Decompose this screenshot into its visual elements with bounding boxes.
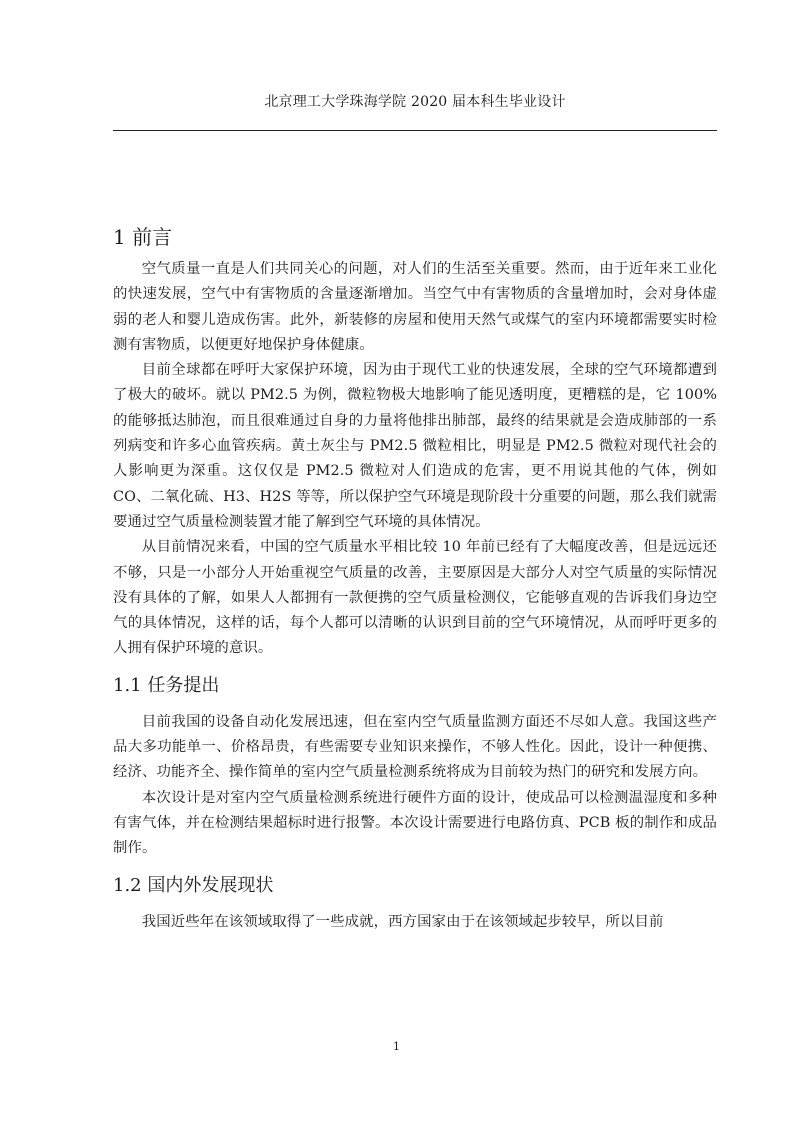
paragraph: 我国近些年在该领域取得了一些成就，西方国家由于在该领域起步较早，所以目前 [141, 913, 664, 930]
section-heading-status: 1.2 国内外发展现状 [113, 874, 274, 896]
page-number: 1 [393, 1040, 400, 1053]
paragraph: 空气质量一直是人们共同关心的问题，对人们的生活至关重要。然而，由于近年来工业化的快速发展，空气中有害物质的含量逐渐增加。当空气中有害物质的含量增加时，会对身体虚弱的老人和婴儿造成伤害。此外，新装修的房屋和使用天然气或煤气的室内环境都需要实时检测有害物质，以便更好地保护身体健康。 [113, 261, 717, 353]
paragraph: 目前我国的设备自动化发展迅速，但在室内空气质量监测方面还不尽如人意。我国这些产品大多功能单一、价格昂贵，有些需要专业知识来操作，不够人性化。因此，设计一种便携、经济、功能齐全、操作简单的室内空气质量检测系统将成为目前较为热门的研究和发展方向。 [113, 713, 717, 781]
paragraph: 目前全球都在呼吁大家保护环境，因为由于现代工业的快速发展，全球的空气环境都遭到了极大的破坏。就以 PM2.5 为例，微粒物极大地影响了能见透明度，更糟糕的是，它 100%的能够抵达肺泡，而且很难通过自身的力量将他排出肺部，最终的结果就是会造成肺部的一系列病变和许多心血管疾病。黄土灰尘与 PM2.5 微粒相比，明显是 PM2.5 微粒对现代社会的人影响更为深重。这仅仅是 PM2.5 微粒对人们造成的危害，更不用说其他的气体，例如 CO、二氧化硫、H3、H2S 等等，所以保护空气环境是现阶段十分重要的问题，那么我们就需要通过空气质量检测装置才能了解到空气环境的具体情况。 [113, 362, 717, 530]
header-rule [113, 130, 717, 131]
section-heading-task: 1.1 任务提出 [113, 674, 220, 696]
paragraph: 从目前情况来看，中国的空气质量水平相比较 10 年前已经有了大幅度改善，但是远远还不够，只是一小部分人开始重视空气质量的改善，主要原因是大部分人对空气质量的实际情况没有具体的了解，如果人人都拥有一款便携的空气质量检测仪，它能够直观的告诉我们身边空气的具体情况，这样的话，每个人都可以清晰的认识到目前的空气环境情况，从而呼吁更多的人拥有保护环境的意识。 [113, 539, 717, 657]
paragraph: 本次设计是对室内空气质量检测系统进行硬件方面的设计，使成品可以检测温湿度和多种有害气体，并在检测结果超标时进行报警。本次设计需要进行电路仿真、PCB 板的制作和成品制作。 [113, 789, 717, 857]
section-heading-preface: 1 前言 [113, 225, 173, 249]
running-header: 北京理工大学珠海学院 2020 届本科生毕业设计 [264, 94, 566, 110]
page-content [113, 222, 717, 935]
